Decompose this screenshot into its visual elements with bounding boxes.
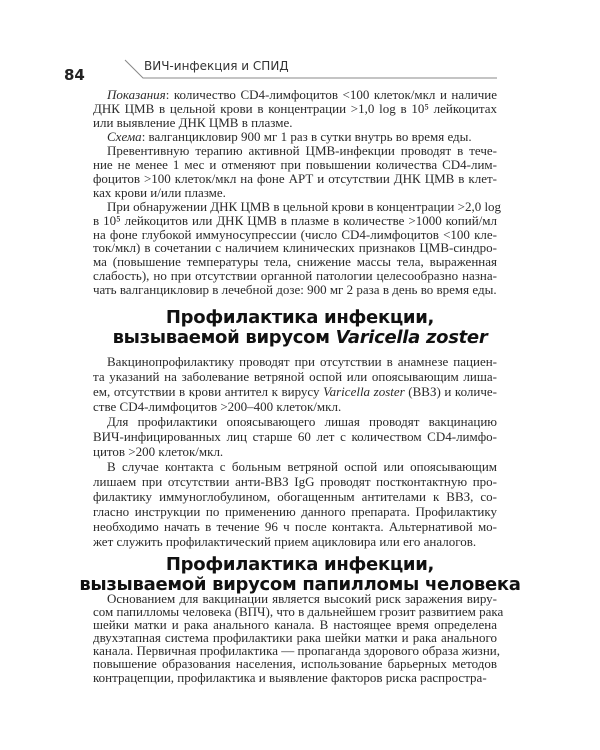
- text-segment: шейки матки и рака анального канала. В настоящее время определена: [93, 617, 497, 633]
- text-line: [93, 198, 502, 214]
- text-segment: ем, отсутствии в крови антител к вирусу: [93, 384, 324, 399]
- header-rule: [0, 0, 600, 90]
- text-line: [93, 158, 497, 172]
- text-line: [93, 255, 497, 269]
- paragraph: [93, 354, 497, 414]
- italic-term: Показания: [107, 87, 166, 102]
- text-line: [93, 214, 497, 228]
- text-line: [93, 384, 497, 399]
- text-segment: необходимо начать в течение 96 ч после контакта. Альтернативой мо-: [93, 519, 497, 534]
- text-segment: Профилактика инфекции,: [165, 554, 435, 575]
- text-segment: В случае контакта с больным ветряной оспой или опоясывающим: [107, 459, 497, 474]
- text-segment: вызываемой вирусом: [112, 327, 336, 348]
- text-segment: вызываемой вирусом папилломы человека: [79, 574, 521, 595]
- text-segment: контрацепции, профилактика и выявление факторов риска распростра-: [93, 669, 487, 685]
- text-segment: Для профилактики опоясывающего лишая проводят вакцинацию: [107, 414, 497, 429]
- text-line: [93, 414, 497, 429]
- text-segment: (ВВЗ) и количе-: [404, 384, 497, 399]
- text-line: [93, 116, 497, 130]
- text-line: [93, 172, 497, 186]
- text-line: [93, 269, 497, 283]
- heading-hpv: [60, 555, 540, 595]
- text-segment: гласно инструкции по применению данного препарата. Профилактику: [93, 504, 497, 519]
- text-line: [93, 534, 497, 549]
- paragraph: [93, 591, 504, 685]
- text-segment: в 10⁵ лейкоцитов или ДНК ЦМВ в плазме в количестве >1000 копий/мл: [93, 212, 497, 228]
- text-segment: фоцитов >100 клеток/мкл на фоне АРТ и отсутствии ДНК ЦМВ в клет-: [93, 170, 497, 186]
- text-segment: цитов >200 клеток/мкл.: [93, 444, 224, 459]
- text-line: [93, 519, 497, 534]
- text-segment: повышение образования населения, использование барьерных методов: [93, 656, 497, 672]
- text-line: [93, 444, 497, 459]
- text-segment: на фоне глубокой иммуносупрессии (число CD4-лимфоцитов <100 кле-: [93, 226, 497, 242]
- text-segment: Превентивную терапию активной ЦМВ-инфекции проводят в тече-: [107, 142, 497, 158]
- text-segment: лишаем при отсутствии анти-ВВЗ IgG проводят постконтактную про-: [93, 474, 497, 489]
- text-line: [93, 241, 497, 255]
- text-segment: ток/мкл) в сочетании с наличием клинических признаков ЦМВ-синдро-: [93, 240, 497, 256]
- paragraph: [93, 144, 497, 200]
- text-segment: Основанием для вакцинации является высокий риск заражения виру-: [107, 591, 497, 606]
- text-segment: та указаний на заболевание ветряной оспой или опоясывающим лиша-: [93, 369, 497, 384]
- text-line: [93, 504, 497, 519]
- text-segment: Профилактика инфекции,: [165, 307, 435, 328]
- text-segment: сом папилломы человека (ВПЧ), что в дальнейшем грозит развитием рака: [93, 604, 504, 620]
- text-line: [93, 489, 497, 504]
- italic-term: Схема: [107, 128, 142, 144]
- italic-term: Varicella zoster: [323, 384, 405, 399]
- paragraph: [93, 414, 497, 459]
- text-segment: чать валганцикловир в лечебной дозе: 900 мг 2 раза в день во время еды.: [93, 282, 497, 298]
- heading-varicella-zoster: [60, 308, 540, 348]
- text-segment: или выявление ДНК ЦМВ в плазме.: [93, 114, 293, 130]
- heading-line: [60, 555, 540, 575]
- text-segment: ма (повышение температуры тела, снижение массы тела, выраженная: [93, 254, 497, 270]
- text-line: [93, 130, 497, 144]
- text-segment: : количество CD4-лимфоцитов <100 клеток/мкл и наличие: [165, 87, 497, 102]
- text-line: [93, 354, 497, 369]
- heading-line: [60, 328, 540, 348]
- text-line: [93, 283, 497, 297]
- text-line: [93, 102, 497, 116]
- text-segment: ние не менее 1 мес и отменяют при повышении количества CD4-лим-: [93, 156, 497, 172]
- text-line: [93, 474, 497, 489]
- text-segment: ДНК ЦМВ в цельной крови в концентрации >1,0 log в 10⁵ лейкоцитах: [93, 100, 497, 116]
- section-vzv-text: [93, 354, 497, 549]
- paragraph: [93, 459, 497, 549]
- paragraph: [93, 130, 497, 144]
- text-segment: ках крови и/или плазме.: [93, 184, 226, 200]
- running-head: ВИЧ-инфекция и СПИД: [144, 59, 289, 73]
- text-segment: стве CD4-лимфоцитов >200–400 клеток/мкл.: [93, 399, 342, 414]
- text-line: [93, 459, 497, 474]
- heading-line: [60, 308, 540, 328]
- text-line: [93, 144, 497, 158]
- text-line: [93, 671, 497, 684]
- text-segment: филактику иммуноглобулином, обогащенным антителами к ВВЗ, со-: [93, 489, 497, 504]
- paragraph: [93, 198, 502, 298]
- text-line: [93, 429, 497, 444]
- text-line: [93, 369, 497, 384]
- text-line: [93, 228, 497, 242]
- text-line: [93, 186, 497, 200]
- text-segment: При обнаружении ДНК ЦМВ в цельной крови в концентрации >2,0 log: [107, 198, 502, 214]
- text-segment: ВИЧ-инфицированных лиц старше 60 лет с количеством CD4-лимфо-: [93, 429, 497, 444]
- section-cmv-text: [93, 87, 502, 298]
- italic-term: Varicella zoster: [335, 327, 488, 348]
- text-segment: слабость), но при отсутствии органной патологии целесообразно назна-: [93, 268, 497, 284]
- text-line: [93, 88, 497, 102]
- paragraph: [93, 88, 497, 130]
- text-segment: канала. Первичная профилактика — пропаганда здорового образа жизни,: [93, 643, 500, 659]
- text-segment: : валганцикловир 900 мг 1 раз в сутки внутрь во время еды.: [141, 128, 472, 144]
- text-line: [93, 399, 497, 414]
- text-segment: двухэтапная система профилактики рака шейки матки и рака анального: [93, 630, 497, 646]
- page-number: 84: [64, 66, 85, 84]
- section-hpv-text: [93, 591, 504, 685]
- text-segment: Вакцинопрофилактику проводят при отсутствии в анамнезе пациен-: [107, 354, 497, 369]
- text-segment: жет служить профилактический прием ацикловира или его аналогов.: [93, 534, 477, 549]
